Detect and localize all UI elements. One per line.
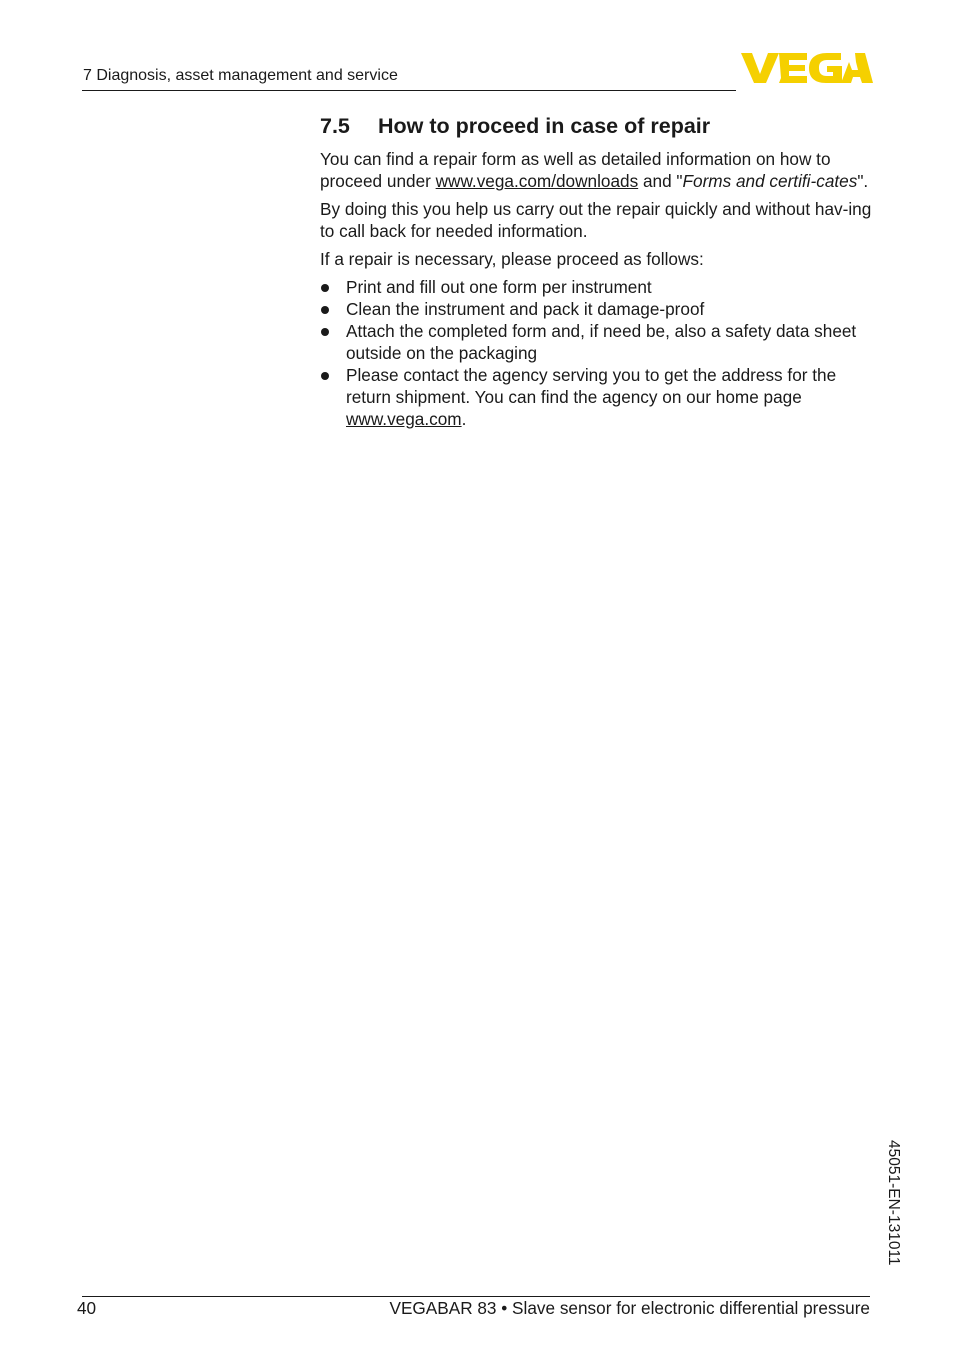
vega-logo xyxy=(741,50,873,86)
footer-rule xyxy=(82,1296,870,1297)
paragraph-help: By doing this you help us carry out the repair quickly and without hav-ing to call back for needed information. xyxy=(320,199,872,241)
paragraph-repair-form: You can find a repair form as well as detailed information on how to proceed under www.vega.com/downloads and "Forms and certifi-cates". xyxy=(320,149,869,191)
list-item: Clean the instrument and pack it damage-proof xyxy=(320,298,875,320)
page-number: 40 xyxy=(77,1298,97,1318)
bullet-icon xyxy=(321,372,329,380)
header-rule xyxy=(82,90,736,91)
bullet-icon xyxy=(321,284,329,292)
document-id-vertical: 45051-EN-131011 xyxy=(885,1140,902,1266)
page-header-chapter: 7 Diagnosis, asset management and service xyxy=(83,67,398,84)
vega-home-link[interactable]: www.vega.com xyxy=(346,409,462,429)
repair-steps-list xyxy=(320,276,875,430)
section-title: How to proceed in case of repair xyxy=(378,114,711,138)
section-heading xyxy=(320,112,875,140)
list-item: Attach the completed form and, if need be, also a safety data sheet outside on the packaging xyxy=(320,320,875,364)
forms-certificates-text: Forms and certifi-cates xyxy=(682,171,858,191)
bullet-icon xyxy=(321,328,329,336)
paragraph-proceed: If a repair is necessary, please proceed as follows: xyxy=(320,249,704,269)
footer-title: VEGABAR 83 • Slave sensor for electronic differential pressure xyxy=(389,1298,870,1318)
list-item: Please contact the agency serving you to get the address for the return shipment. You can find the agency on our home page www.vega.com. xyxy=(320,364,875,430)
section-number: 7.5 xyxy=(320,114,350,138)
bullet-icon xyxy=(321,306,329,314)
downloads-link[interactable]: www.vega.com/downloads xyxy=(435,171,639,191)
list-item: Print and fill out one form per instrument xyxy=(320,276,875,298)
main-content xyxy=(320,112,875,430)
